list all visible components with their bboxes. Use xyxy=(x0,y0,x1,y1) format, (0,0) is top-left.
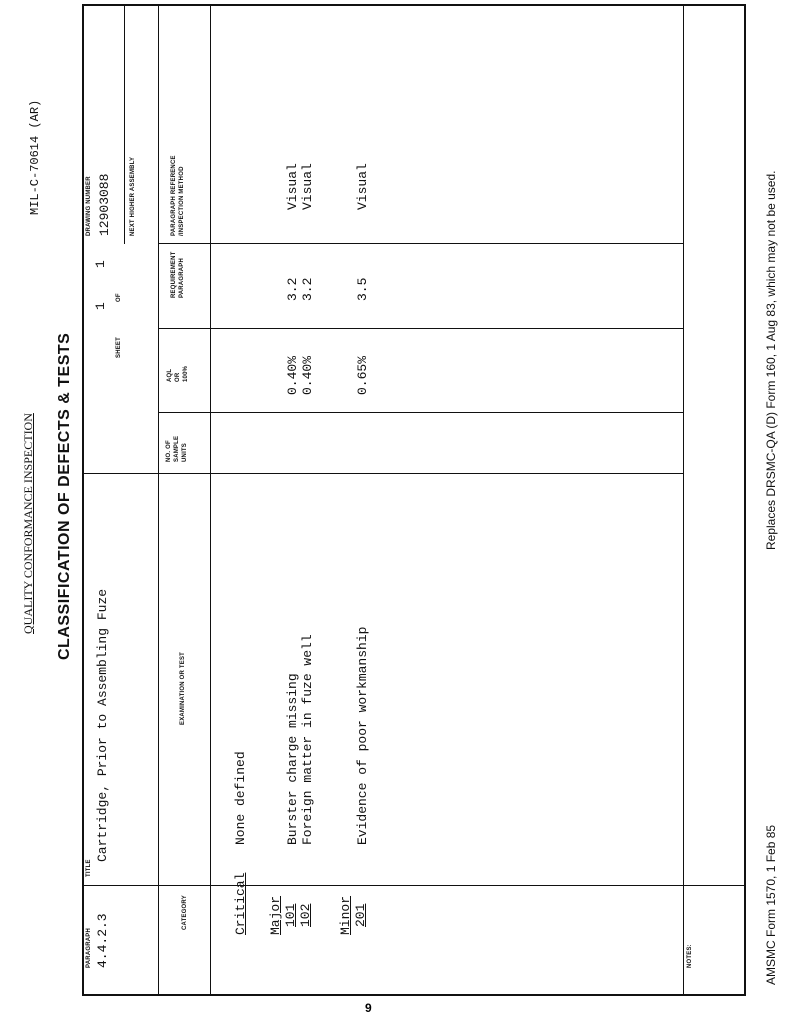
notes-label: NOTES: xyxy=(687,944,693,968)
drawing-number-value: 12903088 xyxy=(97,173,112,236)
title-value: Cartridge, Prior to Assembling Fuze xyxy=(95,588,110,862)
rule-req-right xyxy=(158,243,683,244)
drawing-number-label: DRAWING NUMBER xyxy=(86,176,92,236)
rule-column-header xyxy=(210,4,211,996)
category-major: Major xyxy=(268,895,283,935)
rule-title-row xyxy=(158,4,159,996)
col-examination: EXAMINATION OR TEST xyxy=(180,651,186,725)
spec-number: MIL-C-70614 (AR) xyxy=(28,99,42,215)
rule-notes-top xyxy=(683,4,684,996)
major-method: Visual Visual xyxy=(285,163,315,210)
major-requirement: 3.2 3.2 xyxy=(285,277,315,301)
minor-aql: 0.65% xyxy=(355,355,370,395)
paragraph-label: PARAGRAPH xyxy=(86,927,92,968)
rule-aql-right xyxy=(158,328,683,329)
paragraph-value: 4.4.2.3 xyxy=(95,913,110,968)
title-label: TITLE xyxy=(86,859,92,877)
col-reference: PARAGRAPH REFERENCE /INSPECTION METHOD xyxy=(171,155,185,236)
replaces-note: Replaces DRSMC-QA (D) Form 160, 1 Aug 83, which may not be used. xyxy=(764,170,778,550)
rule-exam-left xyxy=(83,473,683,474)
sheet-number: 1 xyxy=(93,302,108,310)
rule-drawing-split xyxy=(124,4,125,244)
col-requirement: REQUIREMENT PARAGRAPH xyxy=(171,251,185,298)
col-sample-units: NO. OF SAMPLE UNITS xyxy=(166,435,188,462)
minor-requirement: 3.5 xyxy=(355,277,370,301)
section-title: QUALITY CONFORMANCE INSPECTION xyxy=(21,413,35,634)
of-label: OF xyxy=(116,293,122,302)
category-critical: Critical xyxy=(233,872,248,935)
critical-examination: None defined xyxy=(233,751,248,845)
next-assembly-label: NEXT HIGHER ASSEMBLY xyxy=(130,156,136,236)
category-minor: Minor xyxy=(338,895,353,935)
minor-examinations: Evidence of poor workmanship xyxy=(355,626,370,845)
minor-method: Visual xyxy=(355,163,370,210)
sheet-label: SHEET xyxy=(116,336,122,358)
sheet-total: 1 xyxy=(93,260,108,268)
main-title: CLASSIFICATION OF DEFECTS & TESTS xyxy=(56,332,73,660)
major-codes: 101 102 xyxy=(283,903,313,927)
rule-header-bottom xyxy=(83,885,746,886)
major-examinations: Burster charge missing Foreign matter in fuze well xyxy=(285,634,315,845)
col-aql: AQL OR 100% xyxy=(167,365,189,382)
col-category: CATEGORY xyxy=(182,895,188,930)
page-number: 9 xyxy=(365,1001,372,1015)
form-border xyxy=(82,4,746,996)
rule-sample-right xyxy=(158,412,683,413)
major-aql: 0.40% 0.40% xyxy=(285,355,315,395)
form-id: AMSMC Form 1570, 1 Feb 85 xyxy=(764,824,778,985)
minor-codes: 201 xyxy=(353,903,368,927)
